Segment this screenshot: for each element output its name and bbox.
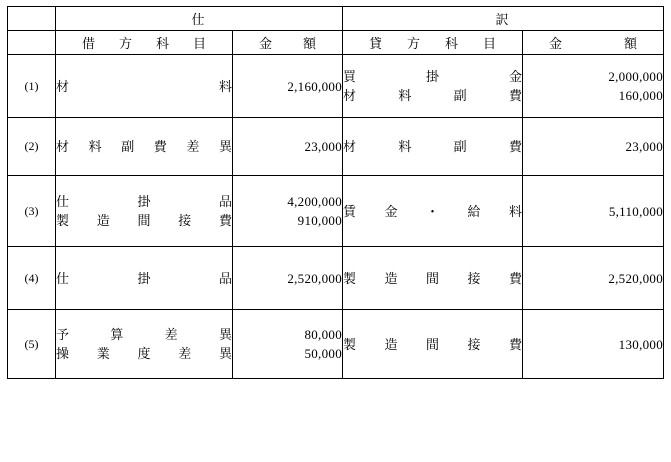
account-char: 金 <box>508 69 522 84</box>
account-char: 異 <box>218 327 232 342</box>
header-debit-group-label: 仕 <box>191 12 207 27</box>
row-number: (2) <box>8 118 56 176</box>
account-char: 費 <box>508 336 522 352</box>
account-char: 材 <box>343 139 357 154</box>
amount-value: 23,000 <box>625 139 664 154</box>
row-credit-accounts <box>343 310 523 379</box>
header-debit-group <box>56 7 343 31</box>
account-char: 接 <box>467 336 481 352</box>
account-char: 副 <box>121 139 135 154</box>
table-row <box>8 55 664 118</box>
row-debit-accounts <box>56 176 233 247</box>
account-char: 間 <box>137 213 151 228</box>
account-char: 賃 <box>343 203 357 219</box>
account-char: 料 <box>218 78 232 94</box>
account-char: 異 <box>218 346 232 361</box>
row-credit-amounts <box>523 247 664 310</box>
row-credit-amounts <box>523 118 664 176</box>
header-debit-amount-ch0: 金 <box>259 36 273 51</box>
account-char: 製 <box>343 336 357 352</box>
account-char: 副 <box>453 88 467 103</box>
row-credit-amounts <box>523 55 664 118</box>
header-credit-amount <box>523 31 664 55</box>
account-char: 仕 <box>56 270 70 286</box>
account-char: 材 <box>343 88 357 103</box>
account-char: 算 <box>110 327 124 342</box>
amount-value: 23,000 <box>304 139 343 154</box>
table-header-top <box>8 7 664 31</box>
account-char: 異 <box>218 139 232 154</box>
header-credit-account-ch2: 科 <box>444 36 458 51</box>
header-credit-group-label: 訳 <box>495 12 511 27</box>
account-char: 品 <box>218 194 232 209</box>
account-char: 費 <box>218 213 232 228</box>
account-char: 掛 <box>137 194 151 209</box>
row-debit-accounts <box>56 247 233 310</box>
account-char: 製 <box>56 213 70 228</box>
account-char: ・ <box>425 203 439 219</box>
header-credit-account <box>343 31 523 55</box>
amount-value: 130,000 <box>618 336 664 352</box>
row-debit-amounts <box>233 310 343 379</box>
account-char: 差 <box>186 139 200 154</box>
header-debit-amount <box>233 31 343 55</box>
row-credit-accounts <box>343 55 523 118</box>
amount-value: 5,110,000 <box>608 203 664 219</box>
row-debit-accounts <box>56 55 233 118</box>
account-char: 費 <box>509 88 523 103</box>
header-debit-account <box>56 31 233 55</box>
account-char: 品 <box>218 270 232 286</box>
header-debit-account-ch3: 目 <box>192 36 206 51</box>
row-credit-amounts <box>523 176 664 247</box>
amount-value: 2,520,000 <box>287 270 343 286</box>
journal-table <box>7 6 664 379</box>
amount-value: 4,200,000 <box>287 194 343 209</box>
account-char: 掛 <box>426 69 440 84</box>
header-credit-amount-ch0: 金 <box>549 36 563 51</box>
account-char: 造 <box>96 213 110 228</box>
header-debit-account-ch0: 借 <box>82 36 96 51</box>
row-debit-amounts <box>233 247 343 310</box>
account-char: 接 <box>178 213 192 228</box>
header-credit-group <box>343 7 664 31</box>
account-char: 掛 <box>137 270 151 286</box>
row-debit-amounts <box>233 118 343 176</box>
header-credit-account-ch3: 目 <box>482 36 496 51</box>
account-char: 造 <box>384 270 398 286</box>
header-credit-account-ch0: 貸 <box>369 36 383 51</box>
amount-value: 50,000 <box>304 346 343 361</box>
account-char: 材 <box>56 78 70 94</box>
row-number: (5) <box>8 310 56 379</box>
account-char: 給 <box>467 203 481 219</box>
account-char: 買 <box>343 69 357 84</box>
row-credit-accounts <box>343 118 523 176</box>
row-debit-amounts <box>233 176 343 247</box>
amount-value: 80,000 <box>304 327 343 342</box>
table-row <box>8 176 664 247</box>
header-debit-account-ch2: 科 <box>155 36 169 51</box>
account-char: 度 <box>137 346 151 361</box>
amount-value: 910,000 <box>297 213 343 228</box>
account-char: 業 <box>96 346 110 361</box>
row-credit-accounts <box>343 247 523 310</box>
account-char: 間 <box>425 336 439 352</box>
account-char: 製 <box>343 270 357 286</box>
header-credit-amount-ch1: 額 <box>624 36 638 51</box>
row-number: (3) <box>8 176 56 247</box>
row-number: (4) <box>8 247 56 310</box>
header-corner-cell <box>8 7 56 31</box>
row-debit-amounts <box>233 55 343 118</box>
amount-value: 2,000,000 <box>608 69 664 84</box>
account-char: 副 <box>453 139 467 154</box>
account-char: 料 <box>88 139 102 154</box>
table-header-sub <box>8 31 664 55</box>
row-credit-accounts <box>343 176 523 247</box>
table-row <box>8 247 664 310</box>
account-char: 造 <box>384 336 398 352</box>
row-debit-accounts <box>56 310 233 379</box>
table-row <box>8 310 664 379</box>
account-char: 料 <box>398 139 412 154</box>
header-no-cell <box>8 31 56 55</box>
row-number: (1) <box>8 55 56 118</box>
account-char: 間 <box>425 270 439 286</box>
account-char: 差 <box>178 346 192 361</box>
account-char: 費 <box>509 139 523 154</box>
account-char: 接 <box>467 270 481 286</box>
amount-value: 2,520,000 <box>608 270 664 286</box>
account-char: 料 <box>508 203 522 219</box>
header-debit-amount-ch1: 額 <box>303 36 317 51</box>
account-char: 仕 <box>56 194 70 209</box>
journal-sheet <box>0 6 671 462</box>
row-credit-amounts <box>523 310 664 379</box>
table-row <box>8 118 664 176</box>
amount-value: 2,160,000 <box>287 78 343 94</box>
account-char: 費 <box>508 270 522 286</box>
account-char: 予 <box>56 327 70 342</box>
account-char: 差 <box>164 327 178 342</box>
account-char: 料 <box>398 88 412 103</box>
account-char: 金 <box>384 203 398 219</box>
account-char: 操 <box>56 346 70 361</box>
account-char: 材 <box>56 139 70 154</box>
header-debit-account-ch1: 方 <box>118 36 132 51</box>
row-debit-accounts <box>56 118 233 176</box>
amount-value: 160,000 <box>618 88 664 103</box>
account-char: 費 <box>153 139 167 154</box>
header-credit-account-ch1: 方 <box>407 36 421 51</box>
